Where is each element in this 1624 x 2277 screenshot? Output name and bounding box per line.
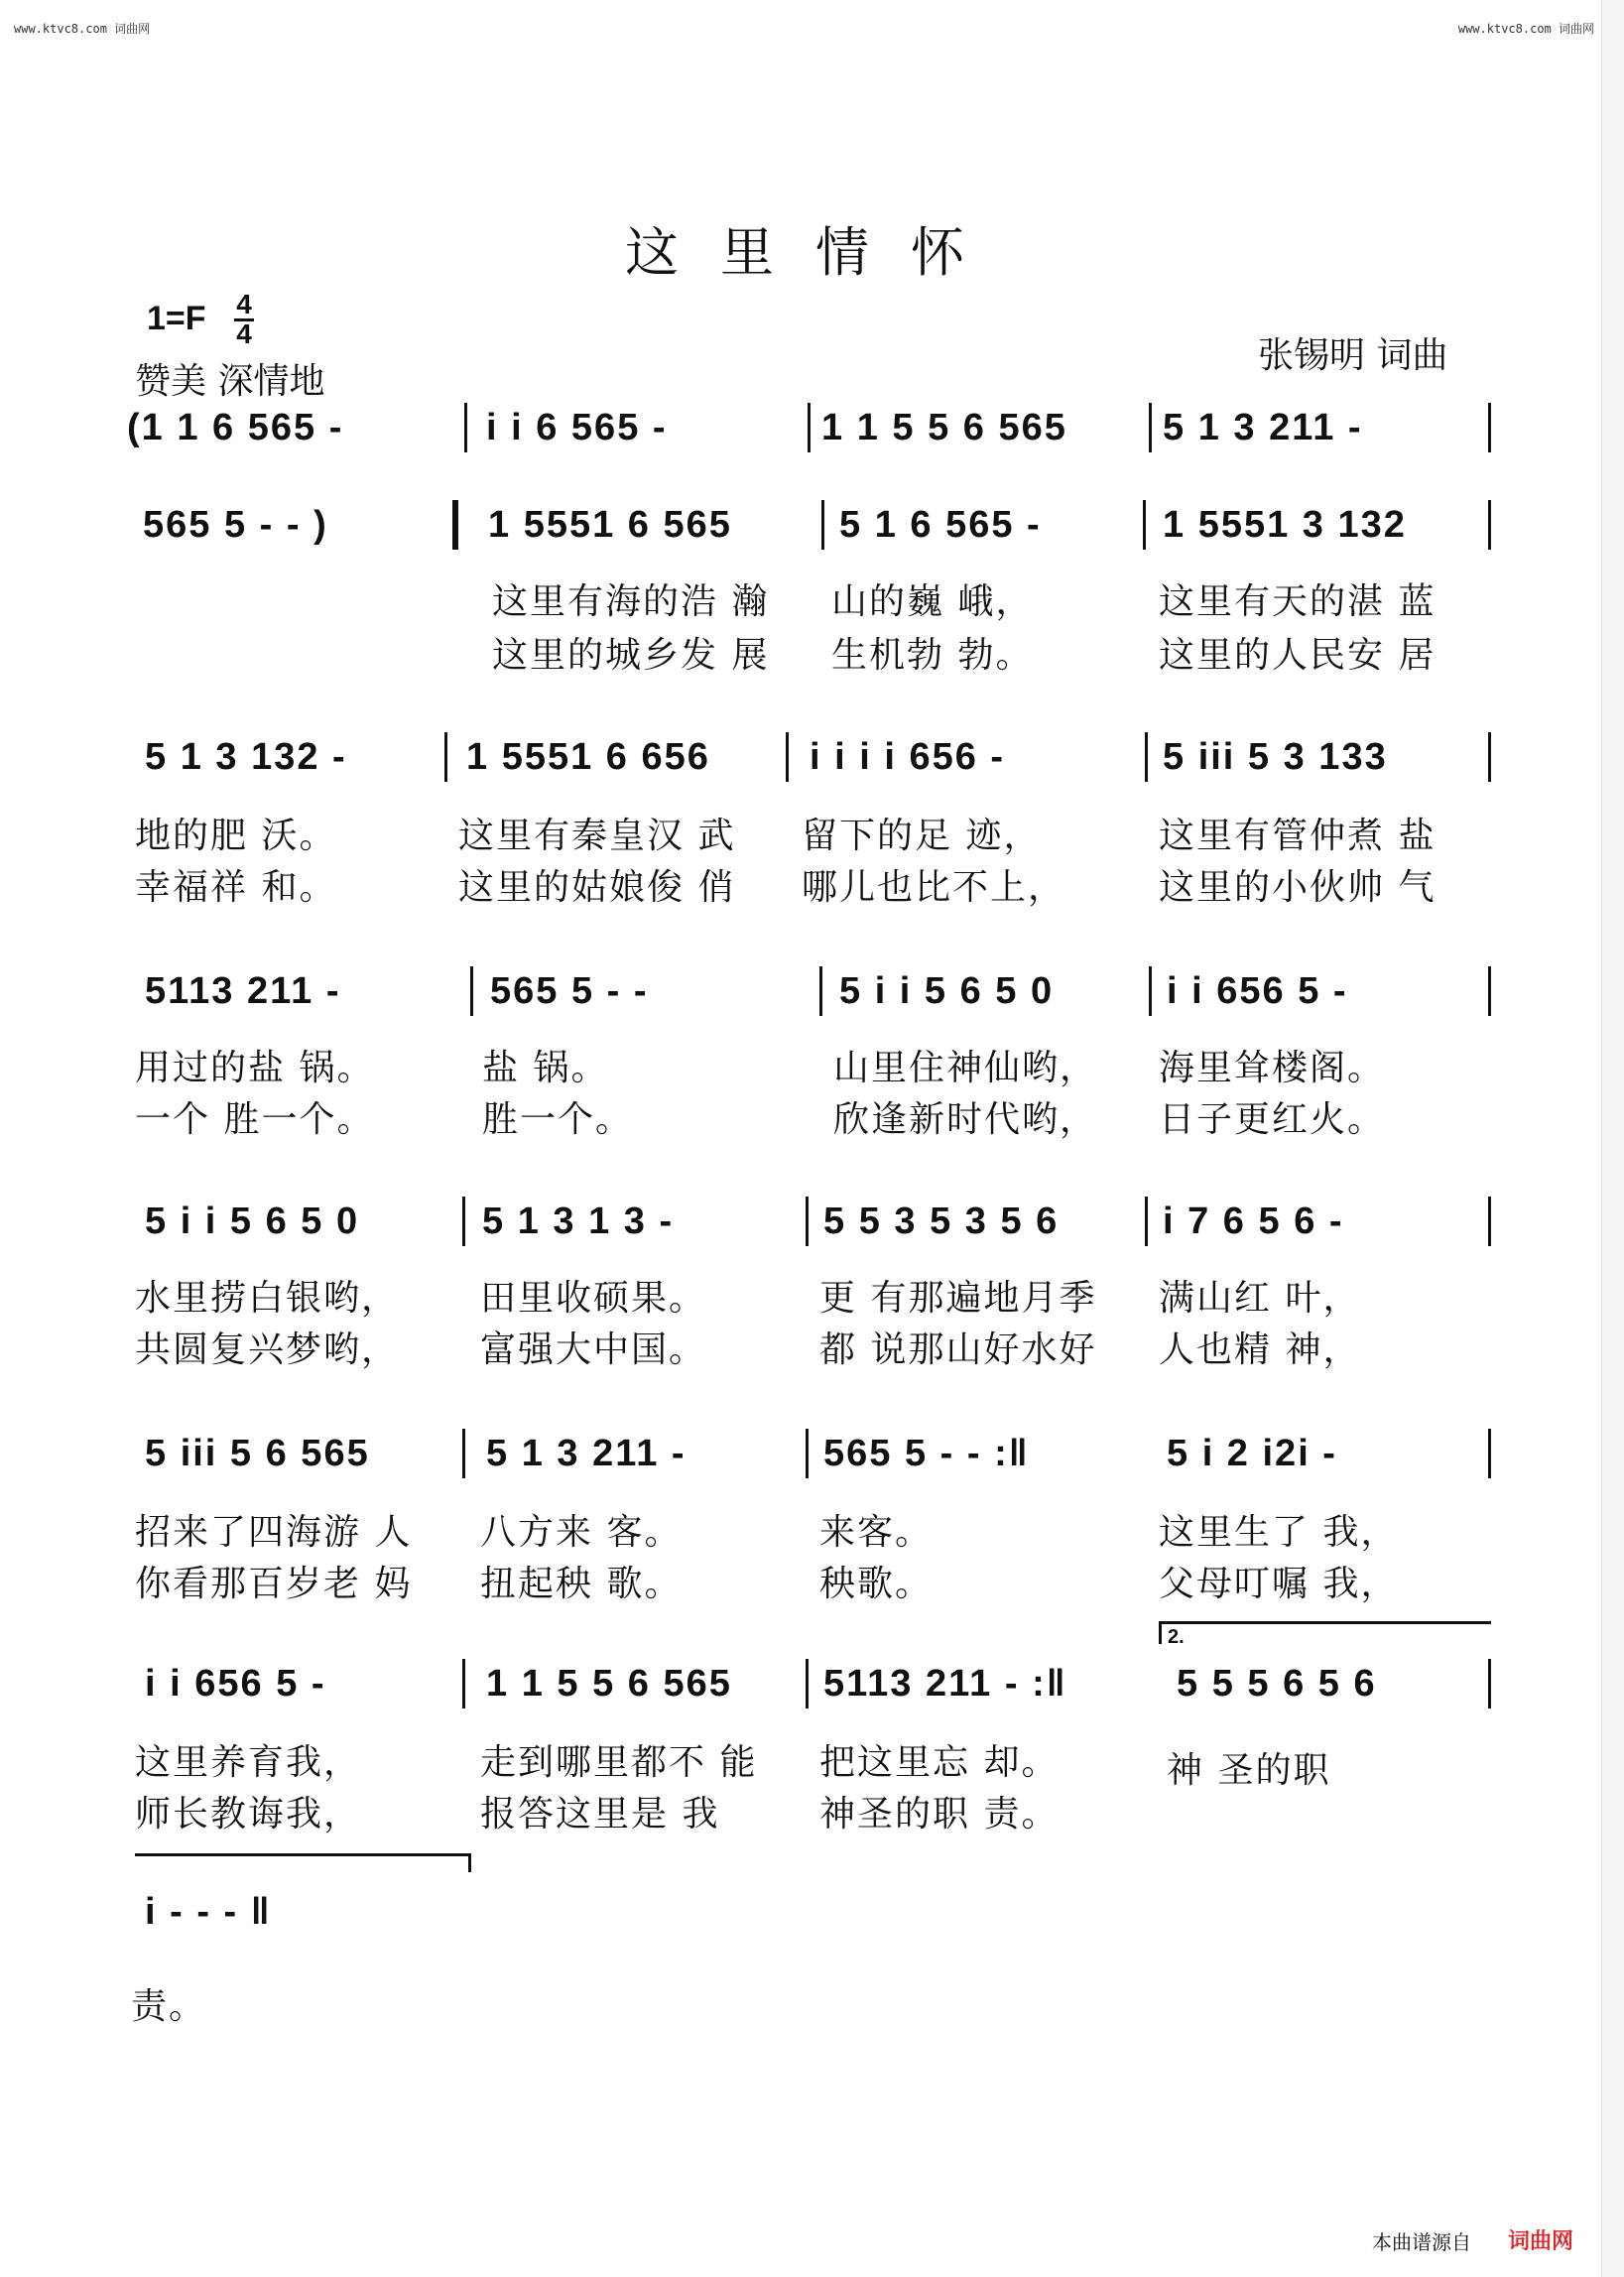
barline: [786, 732, 789, 782]
measure-7-2: 1 1 5 5 6 565: [486, 1663, 732, 1705]
barline: [806, 1429, 809, 1478]
repeat-barline: [452, 500, 458, 550]
time-signature-bottom: 4: [236, 318, 252, 349]
site-watermark-right: www.ktvc8.com 词曲网: [1457, 22, 1594, 36]
side-watermark-strip: [1601, 0, 1624, 2277]
song-title: 这里情怀: [625, 221, 1006, 284]
lyric-7-3-v1: 把这里忘 却。: [819, 1742, 1060, 1783]
lyric-5-3-v1: 更 有那遍地月季: [819, 1278, 1097, 1319]
barline: [462, 1659, 465, 1708]
barline: [806, 1197, 809, 1246]
lyric-6-2-v2: 扭起秧 歌。: [480, 1564, 683, 1604]
lyric-6-2-v1: 八方来 客。: [480, 1512, 683, 1553]
measure-6-2: 5 1 3 211 -: [486, 1433, 687, 1474]
lyric-3-1-v1: 地的肥 沃。: [135, 816, 337, 856]
lyric-5-4-v1: 满山红 叶，: [1159, 1278, 1361, 1319]
lyric-7-2-v2: 报答这里是 我: [480, 1794, 720, 1834]
lyric-3-4-v2: 这里的小伙帅 气: [1159, 867, 1437, 908]
measure-2-2: 1 5551 6 565: [488, 504, 732, 546]
measure-7-3: 5113 211 - :‖: [823, 1663, 1067, 1705]
barline: [1149, 966, 1152, 1016]
lyric-4-4-v1: 海里耸楼阁。: [1159, 1048, 1386, 1088]
measure-2-1: 565 5 - - ): [143, 504, 328, 546]
lyric-3-2-v1: 这里有秦皇汉 武: [458, 816, 736, 856]
site-watermark-left: www.ktvc8.com 词曲网: [14, 22, 151, 36]
barline: [1145, 1197, 1148, 1246]
barline: [1488, 966, 1491, 1016]
barline: [470, 966, 473, 1016]
lyric-2-4-v1: 这里有天的湛 蓝: [1159, 581, 1437, 622]
source-note: 本曲谱源自: [1372, 2230, 1471, 2254]
lyric-5-3-v2: 都 说那山好水好: [819, 1329, 1097, 1370]
lyric-4-3-v1: 山里住神仙哟，: [833, 1048, 1098, 1088]
barline: [1488, 500, 1491, 550]
measure-1-2: i i 6 565 -: [486, 407, 668, 448]
lyric-4-1-v2: 一个 胜一个。: [135, 1099, 375, 1140]
lyric-4-3-v2: 欣逢新时代哟，: [833, 1099, 1098, 1140]
measure-4-2: 565 5 - -: [490, 970, 649, 1012]
key-signature: 1=F: [147, 300, 206, 337]
barline: [1488, 1197, 1491, 1246]
lyric-2-4-v2: 这里的人民安 居: [1159, 635, 1437, 676]
measure-7-4: 5 5 5 6 5 6: [1177, 1663, 1377, 1705]
measure-6-3: 565 5 - - :‖: [823, 1433, 1030, 1474]
measure-4-4: i i 656 5 -: [1167, 970, 1348, 1012]
measure-5-3: 5 5 3 5 3 5 6: [823, 1201, 1060, 1242]
lyric-7-4-v1: 神 圣的职: [1167, 1750, 1331, 1791]
measure-1-4: 5 1 3 211 -: [1163, 407, 1363, 448]
barline: [1488, 403, 1491, 452]
lyric-6-1-v1: 招来了四海游 人: [135, 1512, 413, 1553]
volta-bracket-2: [1159, 1621, 1491, 1648]
lyric-5-2-v2: 富强大中国。: [480, 1329, 707, 1370]
lyric-6-3-v1: 来客。: [819, 1512, 934, 1553]
lyric-7-2-v1: 走到哪里都不 能: [480, 1742, 758, 1783]
measure-6-1: 5 iii 5 6 565: [145, 1433, 370, 1474]
measure-2-4: 1 5551 3 132: [1163, 504, 1407, 546]
lyric-3-3-v1: 留下的足 迹，: [802, 816, 1042, 856]
lyric-4-1-v1: 用过的盐 锅。: [135, 1048, 375, 1088]
barline: [819, 966, 822, 1016]
barline: [1488, 732, 1491, 782]
measure-5-1: 5 i i 5 6 5 0: [145, 1201, 360, 1242]
lyric-8-1-v1: 责。: [131, 1986, 207, 2027]
barline: [1145, 732, 1148, 782]
measure-3-4: 5 iii 5 3 133: [1163, 736, 1388, 778]
measure-5-2: 5 1 3 1 3 -: [482, 1201, 675, 1242]
lyric-2-2-v2: 这里的城乡发 展: [492, 635, 770, 676]
measure-3-2: 1 5551 6 656: [466, 736, 710, 778]
lyric-2-3-v2: 生机勃 勃。: [831, 635, 1034, 676]
measure-2-3: 5 1 6 565 -: [839, 504, 1042, 546]
lyric-3-4-v1: 这里有管仲煮 盐: [1159, 816, 1437, 856]
measure-4-1: 5113 211 -: [145, 970, 341, 1012]
lyric-6-3-v2: 秧歌。: [819, 1564, 934, 1604]
lyric-2-2-v1: 这里有海的浩 瀚: [492, 581, 770, 622]
barline: [1488, 1659, 1491, 1708]
lyric-7-3-v2: 神圣的职 责。: [819, 1794, 1060, 1834]
time-signature: [234, 289, 254, 349]
measure-3-3: i i i i 656 -: [810, 736, 1006, 778]
lyric-5-1-v2: 共圆复兴梦哟，: [135, 1329, 400, 1370]
lyric-5-2-v1: 田里收硕果。: [480, 1278, 707, 1319]
measure-4-3: 5 i i 5 6 5 0: [839, 970, 1055, 1012]
lyric-5-1-v1: 水里捞白银哟，: [135, 1278, 400, 1319]
measure-1-1: (1 1 6 565 -: [127, 407, 344, 448]
lyric-5-4-v2: 人也精 神，: [1159, 1329, 1361, 1370]
barline: [1149, 403, 1152, 452]
lyric-7-1-v1: 这里养育我，: [135, 1742, 362, 1783]
measure-5-4: i 7 6 5 6 -: [1163, 1201, 1344, 1242]
measure-6-4: 5 i 2 i2i -: [1167, 1433, 1337, 1474]
measure-7-1: i i 656 5 -: [145, 1663, 326, 1705]
barline: [1143, 500, 1146, 550]
barline: [808, 403, 811, 452]
lyric-3-2-v2: 这里的姑娘俊 俏: [458, 867, 736, 908]
lyric-3-3-v2: 哪儿也比不上，: [802, 867, 1066, 908]
brand-logo[interactable]: 词曲网: [1508, 2229, 1574, 2254]
lyric-7-1-v2: 师长教诲我，: [135, 1794, 362, 1834]
expression-mark: 赞美 深情地: [135, 361, 325, 402]
measure-3-1: 5 1 3 132 -: [145, 736, 347, 778]
time-signature-top: 4: [236, 289, 252, 319]
lyric-4-2-v1: 盐 锅。: [482, 1048, 609, 1088]
volta-bracket-continuation: [135, 1853, 471, 1872]
barline: [1488, 1429, 1491, 1478]
barline: [821, 500, 824, 550]
lyric-6-4-v1: 这里生了 我，: [1159, 1512, 1399, 1553]
lyric-2-3-v1: 山的巍 峨，: [831, 581, 1034, 622]
measure-1-3: 1 1 5 5 6 565: [821, 407, 1067, 448]
lyric-6-1-v2: 你看那百岁老 妈: [135, 1564, 413, 1604]
barline: [806, 1659, 809, 1708]
measure-8-1: i - - - ‖: [145, 1891, 272, 1933]
volta-label: 2.: [1168, 1626, 1185, 1648]
lyric-4-2-v2: 胜一个。: [482, 1099, 634, 1140]
lyric-6-4-v2: 父母叮嘱 我，: [1159, 1564, 1399, 1604]
barline: [462, 1429, 465, 1478]
lyric-4-4-v2: 日子更红火。: [1159, 1099, 1386, 1140]
lyric-3-1-v2: 幸福祥 和。: [135, 867, 337, 908]
barline: [462, 1197, 465, 1246]
barline: [464, 403, 467, 452]
barline: [444, 732, 447, 782]
credits: 张锡明 词曲: [1258, 335, 1448, 376]
